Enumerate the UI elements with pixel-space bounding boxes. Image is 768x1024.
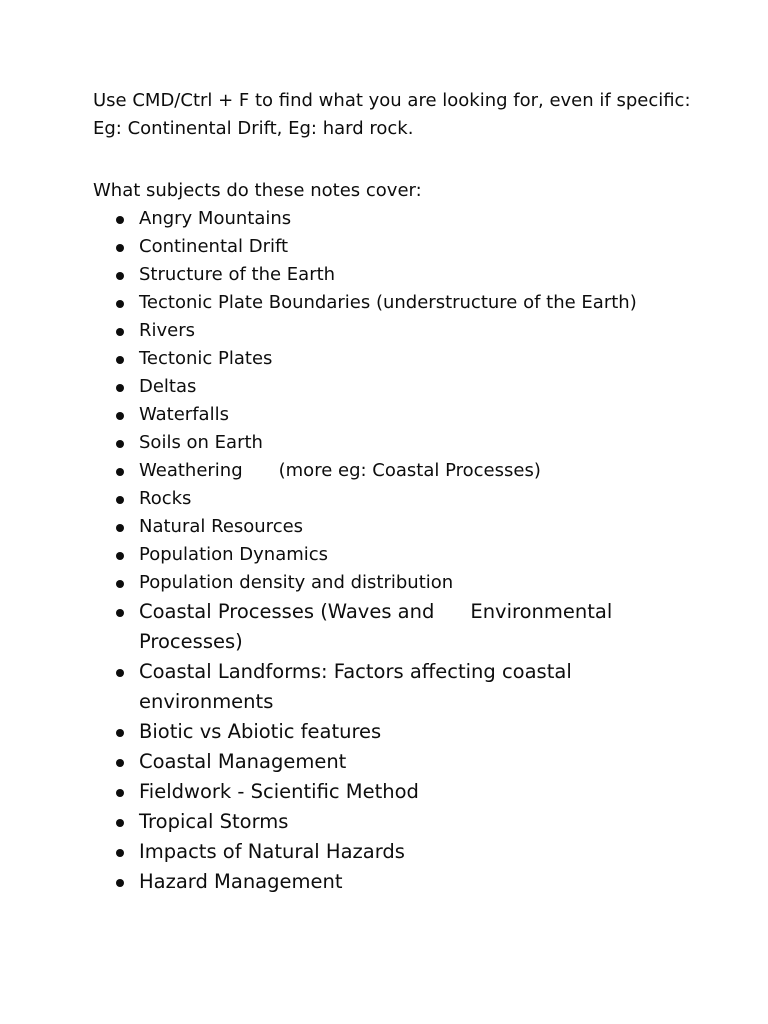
list-item-label: Natural Resources xyxy=(139,516,304,537)
list-item xyxy=(93,717,693,747)
bullet-icon xyxy=(116,552,124,560)
list-item-label: Population Dynamics xyxy=(139,544,329,565)
bullet-icon xyxy=(116,384,124,392)
bullet-icon xyxy=(116,580,124,588)
bullet-icon xyxy=(116,300,124,308)
list-item xyxy=(93,233,693,261)
subjects-heading: What subjects do these notes cover: xyxy=(93,180,422,201)
list-item-label: Soils on Earth xyxy=(139,432,263,453)
list-item xyxy=(93,205,693,233)
list-item-label: Tectonic Plates xyxy=(139,348,273,369)
list-item-label: Tectonic Plate Boundaries (understructure of the Earth) xyxy=(139,292,637,313)
bullet-icon xyxy=(116,759,124,767)
list-item xyxy=(93,837,693,867)
list-item-label: Coastal Landforms: Factors affecting coastal environments xyxy=(139,660,572,713)
list-item xyxy=(93,747,693,777)
bullet-icon xyxy=(116,244,124,252)
list-item-label: Tropical Storms xyxy=(139,810,289,833)
list-item xyxy=(93,261,693,289)
bullet-icon xyxy=(116,879,124,887)
bullet-icon xyxy=(116,272,124,280)
list-item xyxy=(93,807,693,837)
list-item xyxy=(93,569,693,597)
bullet-icon xyxy=(116,468,124,476)
list-item-label: Biotic vs Abiotic features xyxy=(139,720,382,743)
bullet-icon xyxy=(116,524,124,532)
list-item-label: Impacts of Natural Hazards xyxy=(139,840,405,863)
list-item xyxy=(93,317,693,345)
list-item-note: Environmental Processes) xyxy=(139,600,613,653)
bullet-icon xyxy=(116,849,124,857)
bullet-icon xyxy=(116,729,124,737)
list-item-label: Rocks xyxy=(139,488,192,509)
bullet-icon xyxy=(116,669,124,677)
list-item-label: Angry Mountains xyxy=(139,208,292,229)
list-item xyxy=(93,597,693,657)
list-item xyxy=(93,657,693,717)
list-item-label: Rivers xyxy=(139,320,196,341)
list-item xyxy=(93,457,693,485)
list-item-label: Continental Drift xyxy=(139,236,289,257)
list-item-label: Deltas xyxy=(139,376,197,397)
list-item xyxy=(93,777,693,807)
bullet-icon xyxy=(116,216,124,224)
bullet-icon xyxy=(116,819,124,827)
bullet-icon xyxy=(116,440,124,448)
bullet-icon xyxy=(116,356,124,364)
bullet-icon xyxy=(116,609,124,617)
list-item xyxy=(93,373,693,401)
intro-paragraph: Use CMD/Ctrl + F to find what you are looking for, even if specific: Eg: Continental Drift, Eg: hard rock. xyxy=(93,90,691,139)
list-item xyxy=(93,541,693,569)
list-item xyxy=(93,867,693,897)
list-item-label: Hazard Management xyxy=(139,870,343,893)
list-item xyxy=(93,345,693,373)
bullet-icon xyxy=(116,328,124,336)
list-item-label: Weathering xyxy=(139,460,243,481)
list-item-label: Waterfalls xyxy=(139,404,229,425)
list-item-label: Population density and distribution xyxy=(139,572,454,593)
subject-list xyxy=(93,205,693,897)
list-item xyxy=(93,401,693,429)
list-item-label: Fieldwork - Scientific Method xyxy=(139,780,419,803)
bullet-icon xyxy=(116,789,124,797)
list-item xyxy=(93,485,693,513)
bullet-icon xyxy=(116,496,124,504)
list-item-note: (more eg: Coastal Processes) xyxy=(278,460,541,481)
list-item-label: Coastal Management xyxy=(139,750,347,773)
list-item xyxy=(93,289,693,317)
bullet-icon xyxy=(116,412,124,420)
list-item-label: Structure of the Earth xyxy=(139,264,336,285)
list-item xyxy=(93,513,693,541)
list-item xyxy=(93,429,693,457)
list-item-label: Coastal Processes (Waves and xyxy=(139,600,435,623)
